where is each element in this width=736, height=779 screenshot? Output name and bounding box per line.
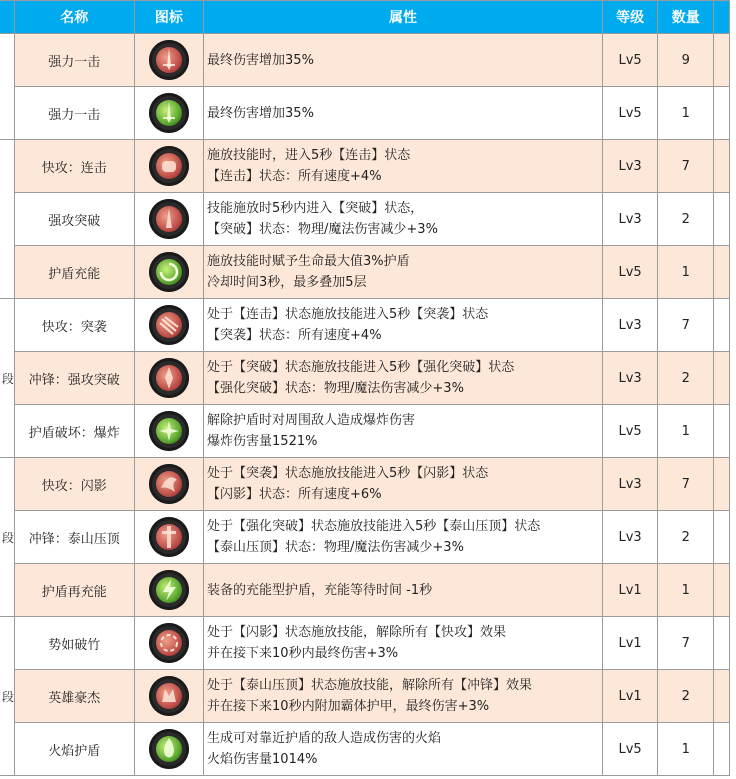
fist-icon bbox=[149, 146, 189, 186]
attribute-line: 【连击】状态：所有速度+4% bbox=[207, 169, 382, 184]
charge-icon bbox=[149, 358, 189, 398]
attribute-line: 处于【突袭】状态施放技能进入5秒【闪影】状态 bbox=[207, 466, 489, 481]
level-cell: Lv3 bbox=[602, 458, 657, 511]
attribute-line: 【强化突破】状态：物理/魔法伤害减少+3% bbox=[207, 381, 464, 396]
attribute-line: 爆炸伤害量1521% bbox=[207, 434, 318, 449]
level-cell: Lv3 bbox=[602, 352, 657, 405]
skill-name: 火焰护盾 bbox=[14, 723, 134, 776]
table-row bbox=[0, 352, 730, 405]
edge-cell bbox=[714, 352, 730, 405]
edge-cell bbox=[714, 87, 730, 140]
skill-name: 护盾破坏：爆炸 bbox=[14, 405, 134, 458]
icon-cell bbox=[134, 87, 203, 140]
skill-name: 护盾充能 bbox=[14, 246, 134, 299]
category-cell bbox=[0, 140, 14, 299]
level-cell: Lv3 bbox=[602, 511, 657, 564]
header-icon: 图标 bbox=[134, 1, 203, 34]
attribute-line: 处于【泰山压顶】状态施放技能，解除所有【冲锋】效果 bbox=[207, 678, 533, 693]
icon-cell bbox=[134, 723, 203, 776]
shadow-icon bbox=[149, 464, 189, 504]
table-row bbox=[0, 723, 730, 776]
skill-name: 护盾再充能 bbox=[14, 564, 134, 617]
level-cell: Lv3 bbox=[602, 299, 657, 352]
attribute-line: 火焰伤害量1014% bbox=[207, 752, 318, 767]
icon-cell bbox=[134, 670, 203, 723]
attribute-cell bbox=[204, 405, 603, 458]
attribute-cell bbox=[204, 458, 603, 511]
attribute-line: 并在接下来10秒内最终伤害+3% bbox=[207, 646, 399, 661]
edge-cell bbox=[714, 617, 730, 670]
attribute-line: 【突破】状态：物理/魔法伤害减少+3% bbox=[207, 222, 438, 237]
lightning-icon bbox=[149, 570, 189, 610]
attribute-cell bbox=[204, 352, 603, 405]
table-row bbox=[0, 670, 730, 723]
count-cell: 2 bbox=[658, 511, 714, 564]
header-attr: 属性 bbox=[204, 1, 603, 34]
table-row bbox=[0, 87, 730, 140]
skill-name: 冲锋：泰山压顶 bbox=[14, 511, 134, 564]
slam-icon bbox=[149, 517, 189, 557]
header-category bbox=[0, 1, 14, 34]
attribute-cell bbox=[204, 511, 603, 564]
attribute-line: 技能施放时5秒内进入【突破】状态， bbox=[207, 201, 424, 216]
hero-icon bbox=[149, 676, 189, 716]
skill-name: 冲锋：强攻突破 bbox=[14, 352, 134, 405]
level-cell: Lv5 bbox=[602, 87, 657, 140]
header-name: 名称 bbox=[14, 1, 134, 34]
attribute-cell bbox=[204, 193, 603, 246]
level-cell: Lv5 bbox=[602, 723, 657, 776]
level-cell: Lv1 bbox=[602, 564, 657, 617]
attribute-line: 最终伤害增加35% bbox=[207, 105, 314, 121]
attribute-line: 【突袭】状态：所有速度+4% bbox=[207, 328, 382, 343]
count-cell: 1 bbox=[658, 723, 714, 776]
edge-cell bbox=[714, 723, 730, 776]
count-cell: 1 bbox=[658, 564, 714, 617]
header-count: 数量 bbox=[658, 1, 714, 34]
claw-icon bbox=[149, 305, 189, 345]
icon-cell bbox=[134, 564, 203, 617]
attribute-cell bbox=[204, 299, 603, 352]
count-cell: 1 bbox=[658, 246, 714, 299]
skill-name: 强力一击 bbox=[14, 87, 134, 140]
edge-cell bbox=[714, 670, 730, 723]
red-sword-icon bbox=[149, 40, 189, 80]
header-edge bbox=[714, 1, 730, 34]
icon-cell bbox=[134, 405, 203, 458]
table-row bbox=[0, 34, 730, 87]
flame-icon bbox=[149, 729, 189, 769]
attribute-line: 处于【连击】状态施放技能进入5秒【突袭】状态 bbox=[207, 307, 489, 322]
attribute-line: 施放技能时，进入5秒【连击】状态 bbox=[207, 148, 411, 163]
skill-name: 快攻：连击 bbox=[14, 140, 134, 193]
table-row bbox=[0, 140, 730, 193]
swirl-icon bbox=[149, 252, 189, 292]
skill-name: 英雄豪杰 bbox=[14, 670, 134, 723]
count-cell: 2 bbox=[658, 670, 714, 723]
icon-cell bbox=[134, 511, 203, 564]
edge-cell bbox=[714, 246, 730, 299]
attribute-cell bbox=[204, 140, 603, 193]
table-row bbox=[0, 405, 730, 458]
edge-cell bbox=[714, 193, 730, 246]
icon-cell bbox=[134, 299, 203, 352]
category-cell: 段 bbox=[0, 299, 14, 458]
attribute-line: 最终伤害增加35% bbox=[207, 52, 314, 68]
count-cell: 7 bbox=[658, 458, 714, 511]
attribute-line: 冷却时间3秒，最多叠加5层 bbox=[207, 275, 367, 290]
attribute-line: 装备的充能型护盾，充能等待时间 -1秒 bbox=[207, 582, 433, 598]
count-cell: 7 bbox=[658, 617, 714, 670]
table-row bbox=[0, 299, 730, 352]
skill-name: 势如破竹 bbox=[14, 617, 134, 670]
count-cell: 2 bbox=[658, 352, 714, 405]
table-body bbox=[0, 34, 730, 776]
level-cell: Lv5 bbox=[602, 34, 657, 87]
edge-cell bbox=[714, 299, 730, 352]
skill-name: 快攻：闪影 bbox=[14, 458, 134, 511]
table-row bbox=[0, 617, 730, 670]
edge-cell bbox=[714, 405, 730, 458]
level-cell: Lv3 bbox=[602, 193, 657, 246]
attribute-line: 生成可对靠近护盾的敌人造成伤害的火焰 bbox=[207, 731, 442, 746]
attribute-cell bbox=[204, 617, 603, 670]
attribute-cell bbox=[204, 87, 603, 140]
skill-name: 强攻突破 bbox=[14, 193, 134, 246]
count-cell: 7 bbox=[658, 140, 714, 193]
icon-cell bbox=[134, 140, 203, 193]
count-cell: 7 bbox=[658, 299, 714, 352]
icon-cell bbox=[134, 193, 203, 246]
category-cell: 段 bbox=[0, 617, 14, 776]
icon-cell bbox=[134, 34, 203, 87]
burst-icon bbox=[149, 411, 189, 451]
table-row bbox=[0, 511, 730, 564]
count-cell: 2 bbox=[658, 193, 714, 246]
count-cell: 1 bbox=[658, 87, 714, 140]
attribute-cell bbox=[204, 34, 603, 87]
skill-name: 强力一击 bbox=[14, 34, 134, 87]
attribute-cell bbox=[204, 670, 603, 723]
attribute-line: 【泰山压顶】状态：物理/魔法伤害减少+3% bbox=[207, 540, 464, 555]
table-row bbox=[0, 193, 730, 246]
edge-cell bbox=[714, 564, 730, 617]
attribute-line: 解除护盾时对周围敌人造成爆炸伤害 bbox=[207, 413, 416, 428]
icon-cell bbox=[134, 246, 203, 299]
attribute-cell bbox=[204, 723, 603, 776]
attribute-line: 处于【强化突破】状态施放技能进入5秒【泰山压顶】状态 bbox=[207, 519, 541, 534]
attribute-line: 【闪影】状态：所有速度+6% bbox=[207, 487, 382, 502]
table-row bbox=[0, 458, 730, 511]
attribute-line: 处于【突破】状态施放技能进入5秒【强化突破】状态 bbox=[207, 360, 515, 375]
attribute-line: 处于【闪影】状态施放技能，解除所有【快攻】效果 bbox=[207, 625, 507, 640]
edge-cell bbox=[714, 140, 730, 193]
table-row bbox=[0, 564, 730, 617]
attribute-line: 施放技能时赋予生命最大值3%护盾 bbox=[207, 254, 410, 269]
level-cell: Lv3 bbox=[602, 140, 657, 193]
category-cell: 段 bbox=[0, 458, 14, 617]
icon-cell bbox=[134, 458, 203, 511]
green-sword-icon bbox=[149, 93, 189, 133]
edge-cell bbox=[714, 34, 730, 87]
level-cell: Lv1 bbox=[602, 617, 657, 670]
edge-cell bbox=[714, 458, 730, 511]
level-cell: Lv1 bbox=[602, 670, 657, 723]
category-cell bbox=[0, 34, 14, 140]
header-level: 等级 bbox=[602, 1, 657, 34]
icon-cell bbox=[134, 617, 203, 670]
count-cell: 1 bbox=[658, 405, 714, 458]
attribute-line: 并在接下来10秒内附加霸体护甲，最终伤害+3% bbox=[207, 699, 490, 714]
blade-icon bbox=[149, 199, 189, 239]
skill-name: 快攻：突袭 bbox=[14, 299, 134, 352]
header-row bbox=[0, 1, 730, 34]
icon-cell bbox=[134, 352, 203, 405]
count-cell: 9 bbox=[658, 34, 714, 87]
attribute-cell bbox=[204, 564, 603, 617]
attribute-cell bbox=[204, 246, 603, 299]
level-cell: Lv5 bbox=[602, 405, 657, 458]
table-row bbox=[0, 246, 730, 299]
edge-cell bbox=[714, 511, 730, 564]
level-cell: Lv5 bbox=[602, 246, 657, 299]
vortex-icon bbox=[149, 623, 189, 663]
